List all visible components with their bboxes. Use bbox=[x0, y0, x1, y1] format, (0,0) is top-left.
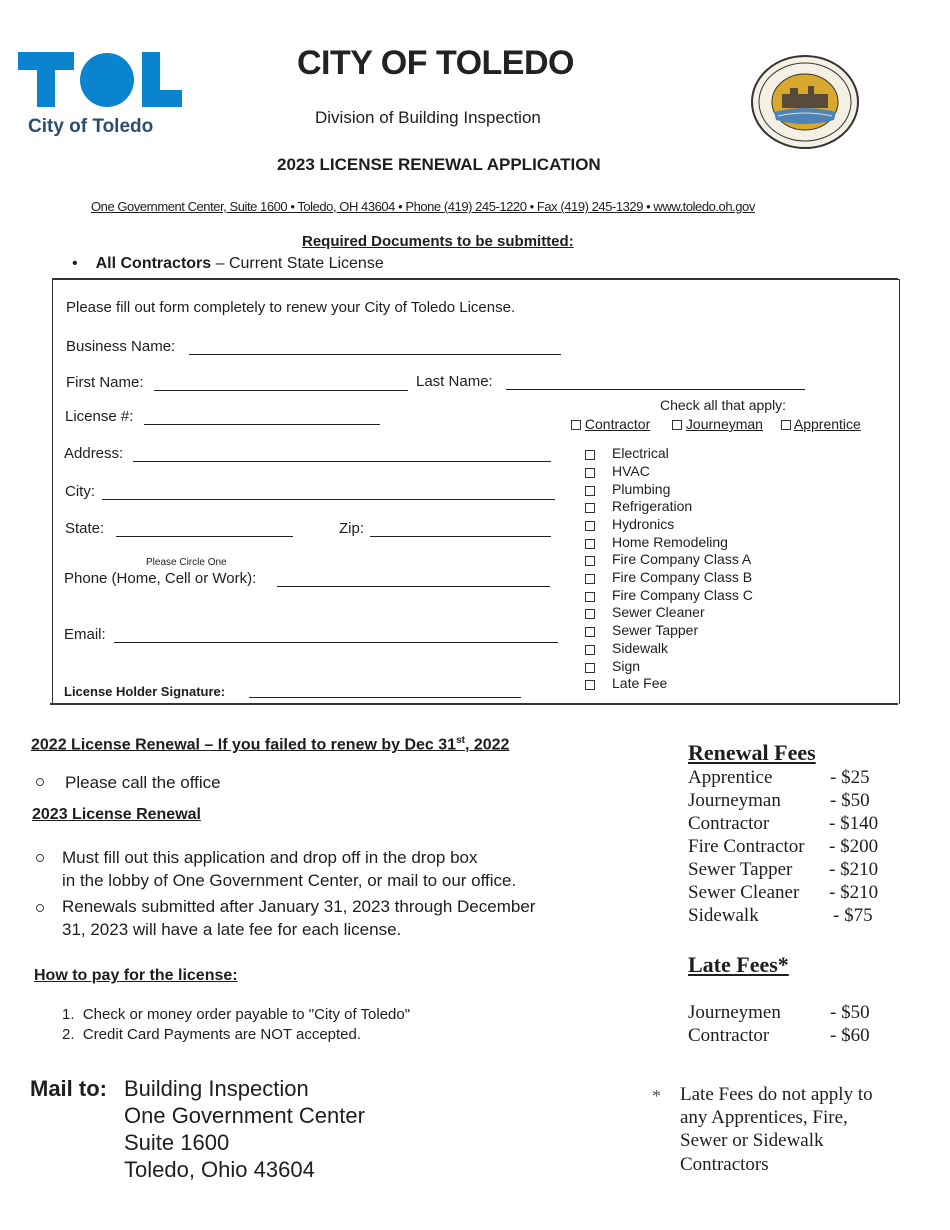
trade-checkbox[interactable] bbox=[585, 486, 595, 496]
renewal-2023-heading: 2023 License Renewal bbox=[32, 806, 201, 823]
division-name: Division of Building Inspection bbox=[315, 108, 541, 127]
fee-name: Apprentice bbox=[688, 767, 773, 788]
trade-label: Late Fee bbox=[612, 675, 668, 691]
fee-name: Sidewalk bbox=[688, 905, 759, 926]
tol-logo-graphic bbox=[18, 52, 184, 108]
trade-checkbox[interactable] bbox=[585, 645, 595, 655]
mail-to-label: Mail to: bbox=[30, 1076, 107, 1101]
trade-checkbox[interactable] bbox=[585, 521, 595, 531]
fee-name: Fire Contractor bbox=[688, 836, 805, 857]
required-bold: All Contractors bbox=[95, 255, 212, 272]
trade-label: Fire Company Class B bbox=[612, 569, 753, 585]
renewal-2022-heading bbox=[31, 735, 509, 754]
late-fees-heading: Late Fees* bbox=[688, 952, 789, 977]
trade-label: Sewer Cleaner bbox=[612, 604, 705, 620]
fee-price: - $140 bbox=[829, 813, 879, 834]
trade-label: Home Remodeling bbox=[612, 534, 728, 550]
pay-item-1: 1. Check or money order payable to "City of Toledo" bbox=[62, 1006, 411, 1023]
fee-price: - $50 bbox=[830, 1002, 870, 1023]
call-office-text: Please call the office bbox=[65, 773, 221, 792]
renewal-2022-heading-sup: st bbox=[456, 735, 465, 746]
city-field[interactable] bbox=[102, 485, 555, 500]
apprentice-checkbox[interactable] bbox=[781, 420, 791, 430]
trade-checkbox[interactable] bbox=[585, 680, 595, 690]
trade-checkbox[interactable] bbox=[585, 468, 595, 478]
trade-checkbox[interactable] bbox=[585, 609, 595, 619]
application-title: 2023 LICENSE RENEWAL APPLICATION bbox=[277, 155, 601, 174]
how-to-pay-heading: How to pay for the license: bbox=[34, 967, 238, 984]
check-all-label: Check all that apply: bbox=[660, 397, 787, 413]
first-name-label: First Name: bbox=[66, 374, 144, 391]
late-fee-note-3: Sewer or Sidewalk bbox=[680, 1130, 824, 1151]
trade-checkbox[interactable] bbox=[585, 574, 595, 584]
last-name-label: Last Name: bbox=[416, 373, 493, 390]
business-name-label: Business Name: bbox=[66, 338, 176, 355]
late-fee-note-star: * bbox=[652, 1086, 661, 1106]
address-label: Address: bbox=[64, 445, 124, 462]
email-label: Email: bbox=[64, 626, 106, 643]
trade-label: Fire Company Class C bbox=[612, 587, 753, 603]
required-rest: – Current State License bbox=[211, 255, 384, 272]
trade-label: Sewer Tapper bbox=[612, 622, 699, 638]
bullet-icon bbox=[36, 904, 44, 912]
trade-label: Electrical bbox=[612, 445, 669, 461]
state-field[interactable] bbox=[116, 522, 293, 537]
fee-price: - $25 bbox=[830, 767, 870, 788]
phone-label: Phone (Home, Cell or Work): bbox=[64, 570, 257, 587]
license-number-field[interactable] bbox=[144, 410, 380, 425]
signature-field[interactable] bbox=[249, 683, 521, 698]
zip-label: Zip: bbox=[339, 520, 365, 537]
fee-name: Contractor bbox=[688, 813, 770, 834]
trade-label: Refrigeration bbox=[612, 498, 693, 514]
late-fee-note-1: Late Fees do not apply to bbox=[680, 1084, 873, 1105]
trade-label: Hydronics bbox=[612, 516, 675, 532]
logo-subtitle: City of Toledo bbox=[28, 116, 154, 137]
trade-checkbox[interactable] bbox=[585, 556, 595, 566]
contractor-label: Contractor bbox=[584, 416, 651, 432]
email-field[interactable] bbox=[114, 628, 558, 643]
renewal-fees-heading: Renewal Fees bbox=[688, 740, 816, 765]
trade-checkbox[interactable] bbox=[585, 592, 595, 602]
state-label: State: bbox=[65, 520, 105, 537]
form-bottom-rule bbox=[50, 703, 898, 705]
renewal-2022-heading-text: 2022 License Renewal – If you failed to renew by Dec 31 bbox=[31, 736, 457, 754]
mail-address-1: Building Inspection bbox=[124, 1076, 309, 1101]
trade-label: Sidewalk bbox=[612, 640, 669, 656]
late-fee-note-4: Contractors bbox=[680, 1154, 769, 1175]
apprentice-label: Apprentice bbox=[793, 416, 861, 432]
bullet-dot: • bbox=[72, 255, 78, 272]
bullet-icon bbox=[36, 854, 44, 862]
license-type-row bbox=[571, 416, 861, 432]
trade-checkbox[interactable] bbox=[585, 450, 595, 460]
required-docs-bullet bbox=[72, 255, 384, 273]
fee-price: - $75 bbox=[833, 905, 873, 926]
mail-address-2: One Government Center bbox=[124, 1103, 365, 1128]
circle-one-note: Please Circle One bbox=[146, 557, 227, 568]
fee-name: Journeyman bbox=[688, 790, 781, 811]
renewal-2023-bullet-1a: Must fill out this application and drop off in the drop box bbox=[62, 848, 478, 867]
journeyman-label: Journeyman bbox=[685, 416, 763, 432]
trade-checkbox[interactable] bbox=[585, 539, 595, 549]
trade-label: Plumbing bbox=[612, 481, 671, 497]
contractor-checkbox[interactable] bbox=[571, 420, 581, 430]
contact-info: One Government Center, Suite 1600 • Toledo, OH 43604 • Phone (419) 245-1220 • Fax (419) 245-1329 • www.toledo.oh.gov bbox=[91, 199, 755, 214]
trade-label: Fire Company Class A bbox=[612, 551, 752, 567]
city-seal bbox=[750, 54, 860, 150]
required-docs-heading: Required Documents to be submitted: bbox=[302, 233, 574, 250]
trade-label: Sign bbox=[612, 658, 641, 674]
mail-address-4: Toledo, Ohio 43604 bbox=[124, 1157, 315, 1182]
page-title: CITY OF TOLEDO bbox=[297, 44, 574, 82]
business-name-field[interactable] bbox=[189, 340, 561, 355]
signature-label: License Holder Signature: bbox=[64, 684, 226, 699]
fee-name: Sewer Cleaner bbox=[688, 882, 800, 903]
license-number-label: License #: bbox=[65, 408, 134, 425]
pay-item-2: 2. Credit Card Payments are NOT accepted. bbox=[62, 1026, 362, 1043]
renewal-2023-bullet-1b: in the lobby of One Government Center, or mail to our office. bbox=[62, 871, 517, 890]
fee-price: - $210 bbox=[829, 859, 879, 880]
trade-checkbox[interactable] bbox=[585, 503, 595, 513]
late-fee-note-2: any Apprentices, Fire, bbox=[680, 1107, 848, 1128]
journeyman-checkbox[interactable] bbox=[672, 420, 682, 430]
phone-field[interactable] bbox=[277, 572, 550, 587]
city-logo bbox=[18, 52, 184, 140]
trade-label: HVAC bbox=[612, 463, 650, 479]
city-seal-graphic bbox=[750, 54, 860, 150]
city-label: City: bbox=[65, 483, 95, 500]
bullet-icon bbox=[36, 778, 44, 786]
fee-price: - $60 bbox=[830, 1025, 870, 1046]
fee-price: - $50 bbox=[830, 790, 870, 811]
trade-checkbox[interactable] bbox=[585, 627, 595, 637]
renewal-2023-bullet-2a: Renewals submitted after January 31, 2023 through December bbox=[62, 897, 536, 916]
trade-checkbox[interactable] bbox=[585, 663, 595, 673]
address-field[interactable] bbox=[133, 447, 551, 462]
fee-price: - $200 bbox=[829, 836, 879, 857]
zip-field[interactable] bbox=[370, 522, 551, 537]
last-name-field[interactable] bbox=[506, 375, 805, 390]
fee-name: Sewer Tapper bbox=[688, 859, 793, 880]
fee-price: - $210 bbox=[829, 882, 879, 903]
fee-name: Contractor bbox=[688, 1025, 770, 1046]
mail-address-3: Suite 1600 bbox=[124, 1130, 230, 1155]
renewal-2022-heading-year: , 2022 bbox=[464, 736, 510, 754]
form-top-rule-ext bbox=[52, 278, 898, 279]
form-intro: Please fill out form completely to renew your City of Toledo License. bbox=[66, 299, 516, 316]
fee-name: Journeymen bbox=[688, 1002, 781, 1023]
renewal-2023-bullet-2b: 31, 2023 will have a late fee for each license. bbox=[62, 920, 402, 939]
first-name-field[interactable] bbox=[154, 376, 408, 391]
